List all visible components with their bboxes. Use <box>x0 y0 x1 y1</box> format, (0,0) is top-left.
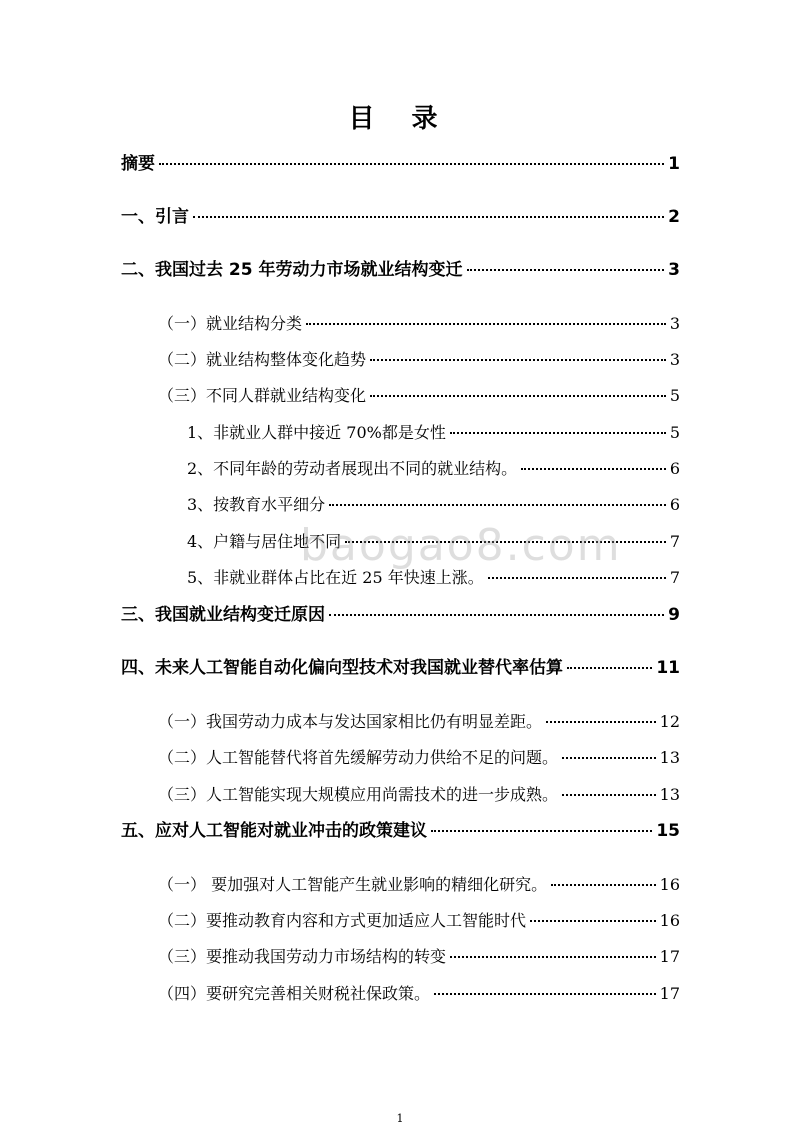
toc-entry[interactable] <box>158 907 680 935</box>
toc-entry[interactable] <box>158 943 680 971</box>
toc-entry-page: 13 <box>659 748 680 767</box>
toc-leader-dots <box>159 163 664 165</box>
toc-entry[interactable] <box>121 256 680 284</box>
toc-entry-label: （三）人工智能实现大规模应用尚需技术的进一步成熟。 <box>158 785 559 804</box>
toc-leader-dots <box>306 323 666 325</box>
toc-entry[interactable] <box>121 203 680 231</box>
toc-entry-label: 二、我国过去 25 年劳动力市场就业结构变迁 <box>121 260 463 280</box>
toc-leader-dots <box>193 216 664 218</box>
toc-entry[interactable] <box>121 150 680 178</box>
toc-entry-label: 4、户籍与居住地不同 <box>187 532 342 551</box>
toc-entry-page: 6 <box>669 459 680 478</box>
toc-leader-dots <box>521 468 666 470</box>
toc-leader-dots <box>329 614 664 616</box>
toc-entry-page: 16 <box>659 911 680 930</box>
toc-entry-page: 7 <box>669 568 680 587</box>
toc-entry-page: 7 <box>669 532 680 551</box>
toc-entry-label: （三）要推动我国劳动力市场结构的转变 <box>158 947 447 966</box>
toc-entry-page: 2 <box>668 207 680 227</box>
toc-entry-label: （一） 要加强对人工智能产生就业影响的精细化研究。 <box>158 875 548 894</box>
toc-entry-label: 1、非就业人群中接近 70%都是女性 <box>187 423 446 442</box>
toc-leader-dots <box>530 920 656 922</box>
toc-leader-dots <box>450 432 666 434</box>
toc-entry-label: （二）要推动教育内容和方式更加适应人工智能时代 <box>158 911 527 930</box>
toc-entry-label: 三、我国就业结构变迁原因 <box>121 605 325 625</box>
toc-entry-label: 摘要 <box>121 154 155 174</box>
toc-entry[interactable] <box>158 346 680 374</box>
toc-entry[interactable] <box>187 455 680 483</box>
toc-entry[interactable] <box>121 654 680 682</box>
toc-entry-page: 3 <box>669 350 680 369</box>
toc-title: 目 录 <box>348 104 452 134</box>
toc-entry-label: 5、非就业群体占比在近 25 年快速上涨。 <box>187 568 484 587</box>
toc-entry[interactable] <box>158 744 680 772</box>
toc-entry[interactable] <box>158 871 680 899</box>
toc-leader-dots <box>546 721 656 723</box>
toc-entry-page: 5 <box>669 386 680 405</box>
toc-leader-dots <box>329 504 666 506</box>
toc-leader-dots <box>450 956 656 958</box>
toc-entry-label: （四）要研究完善相关财税社保政策。 <box>158 984 431 1003</box>
toc-entry-page: 5 <box>669 423 680 442</box>
toc-entry-label: 一、引言 <box>121 207 189 227</box>
toc-entry-page: 15 <box>656 821 680 841</box>
toc-leader-dots <box>370 395 666 397</box>
toc-entry[interactable] <box>121 601 680 629</box>
toc-leader-dots <box>488 577 666 579</box>
toc-entry-label: 五、应对人工智能对就业冲击的政策建议 <box>121 821 427 841</box>
toc-entry[interactable] <box>121 817 680 845</box>
toc-entry-label: （一）就业结构分类 <box>158 314 303 333</box>
watermark: baogao8.com <box>300 520 622 571</box>
toc-entry-label: （三）不同人群就业结构变化 <box>158 386 367 405</box>
toc-leader-dots <box>562 757 656 759</box>
toc-leader-dots <box>431 830 652 832</box>
toc-entry[interactable] <box>187 491 680 519</box>
toc-entry-label: 2、不同年龄的劳动者展现出不同的就业结构。 <box>187 459 518 478</box>
toc-entry-page: 1 <box>668 154 680 174</box>
toc-entry-page: 3 <box>668 260 680 280</box>
toc-entry[interactable] <box>158 708 680 736</box>
toc-leader-dots <box>567 667 652 669</box>
toc-entry-page: 17 <box>659 947 680 966</box>
toc-entry-label: 3、按教育水平细分 <box>187 495 326 514</box>
toc-entry-page: 13 <box>659 785 680 804</box>
toc-entry[interactable] <box>158 310 680 338</box>
toc-entry-label: （二）就业结构整体变化趋势 <box>158 350 367 369</box>
toc-entry[interactable] <box>187 419 680 447</box>
toc-entry[interactable] <box>158 781 680 809</box>
toc-entry[interactable] <box>158 382 680 410</box>
toc-entry-page: 12 <box>659 712 680 731</box>
toc-entry-label: （一）我国劳动力成本与发达国家相比仍有明显差距。 <box>158 712 543 731</box>
toc-leader-dots <box>434 993 656 995</box>
toc-entry[interactable] <box>158 980 680 1008</box>
toc-leader-dots <box>562 794 656 796</box>
toc-leader-dots <box>551 884 656 886</box>
footer-page-number: 1 <box>396 1112 404 1125</box>
toc-entry-label: （二）人工智能替代将首先缓解劳动力供给不足的问题。 <box>158 748 559 767</box>
toc-entry-page: 16 <box>659 875 680 894</box>
toc-leader-dots <box>370 359 666 361</box>
toc-entry-page: 6 <box>669 495 680 514</box>
toc-entry-label: 四、未来人工智能自动化偏向型技术对我国就业替代率估算 <box>121 658 563 678</box>
toc-entry-page: 3 <box>669 314 680 333</box>
toc-entry-page: 17 <box>659 984 680 1003</box>
toc-entry-page: 11 <box>656 658 680 678</box>
toc-entry-page: 9 <box>668 605 680 625</box>
toc-leader-dots <box>467 269 665 271</box>
